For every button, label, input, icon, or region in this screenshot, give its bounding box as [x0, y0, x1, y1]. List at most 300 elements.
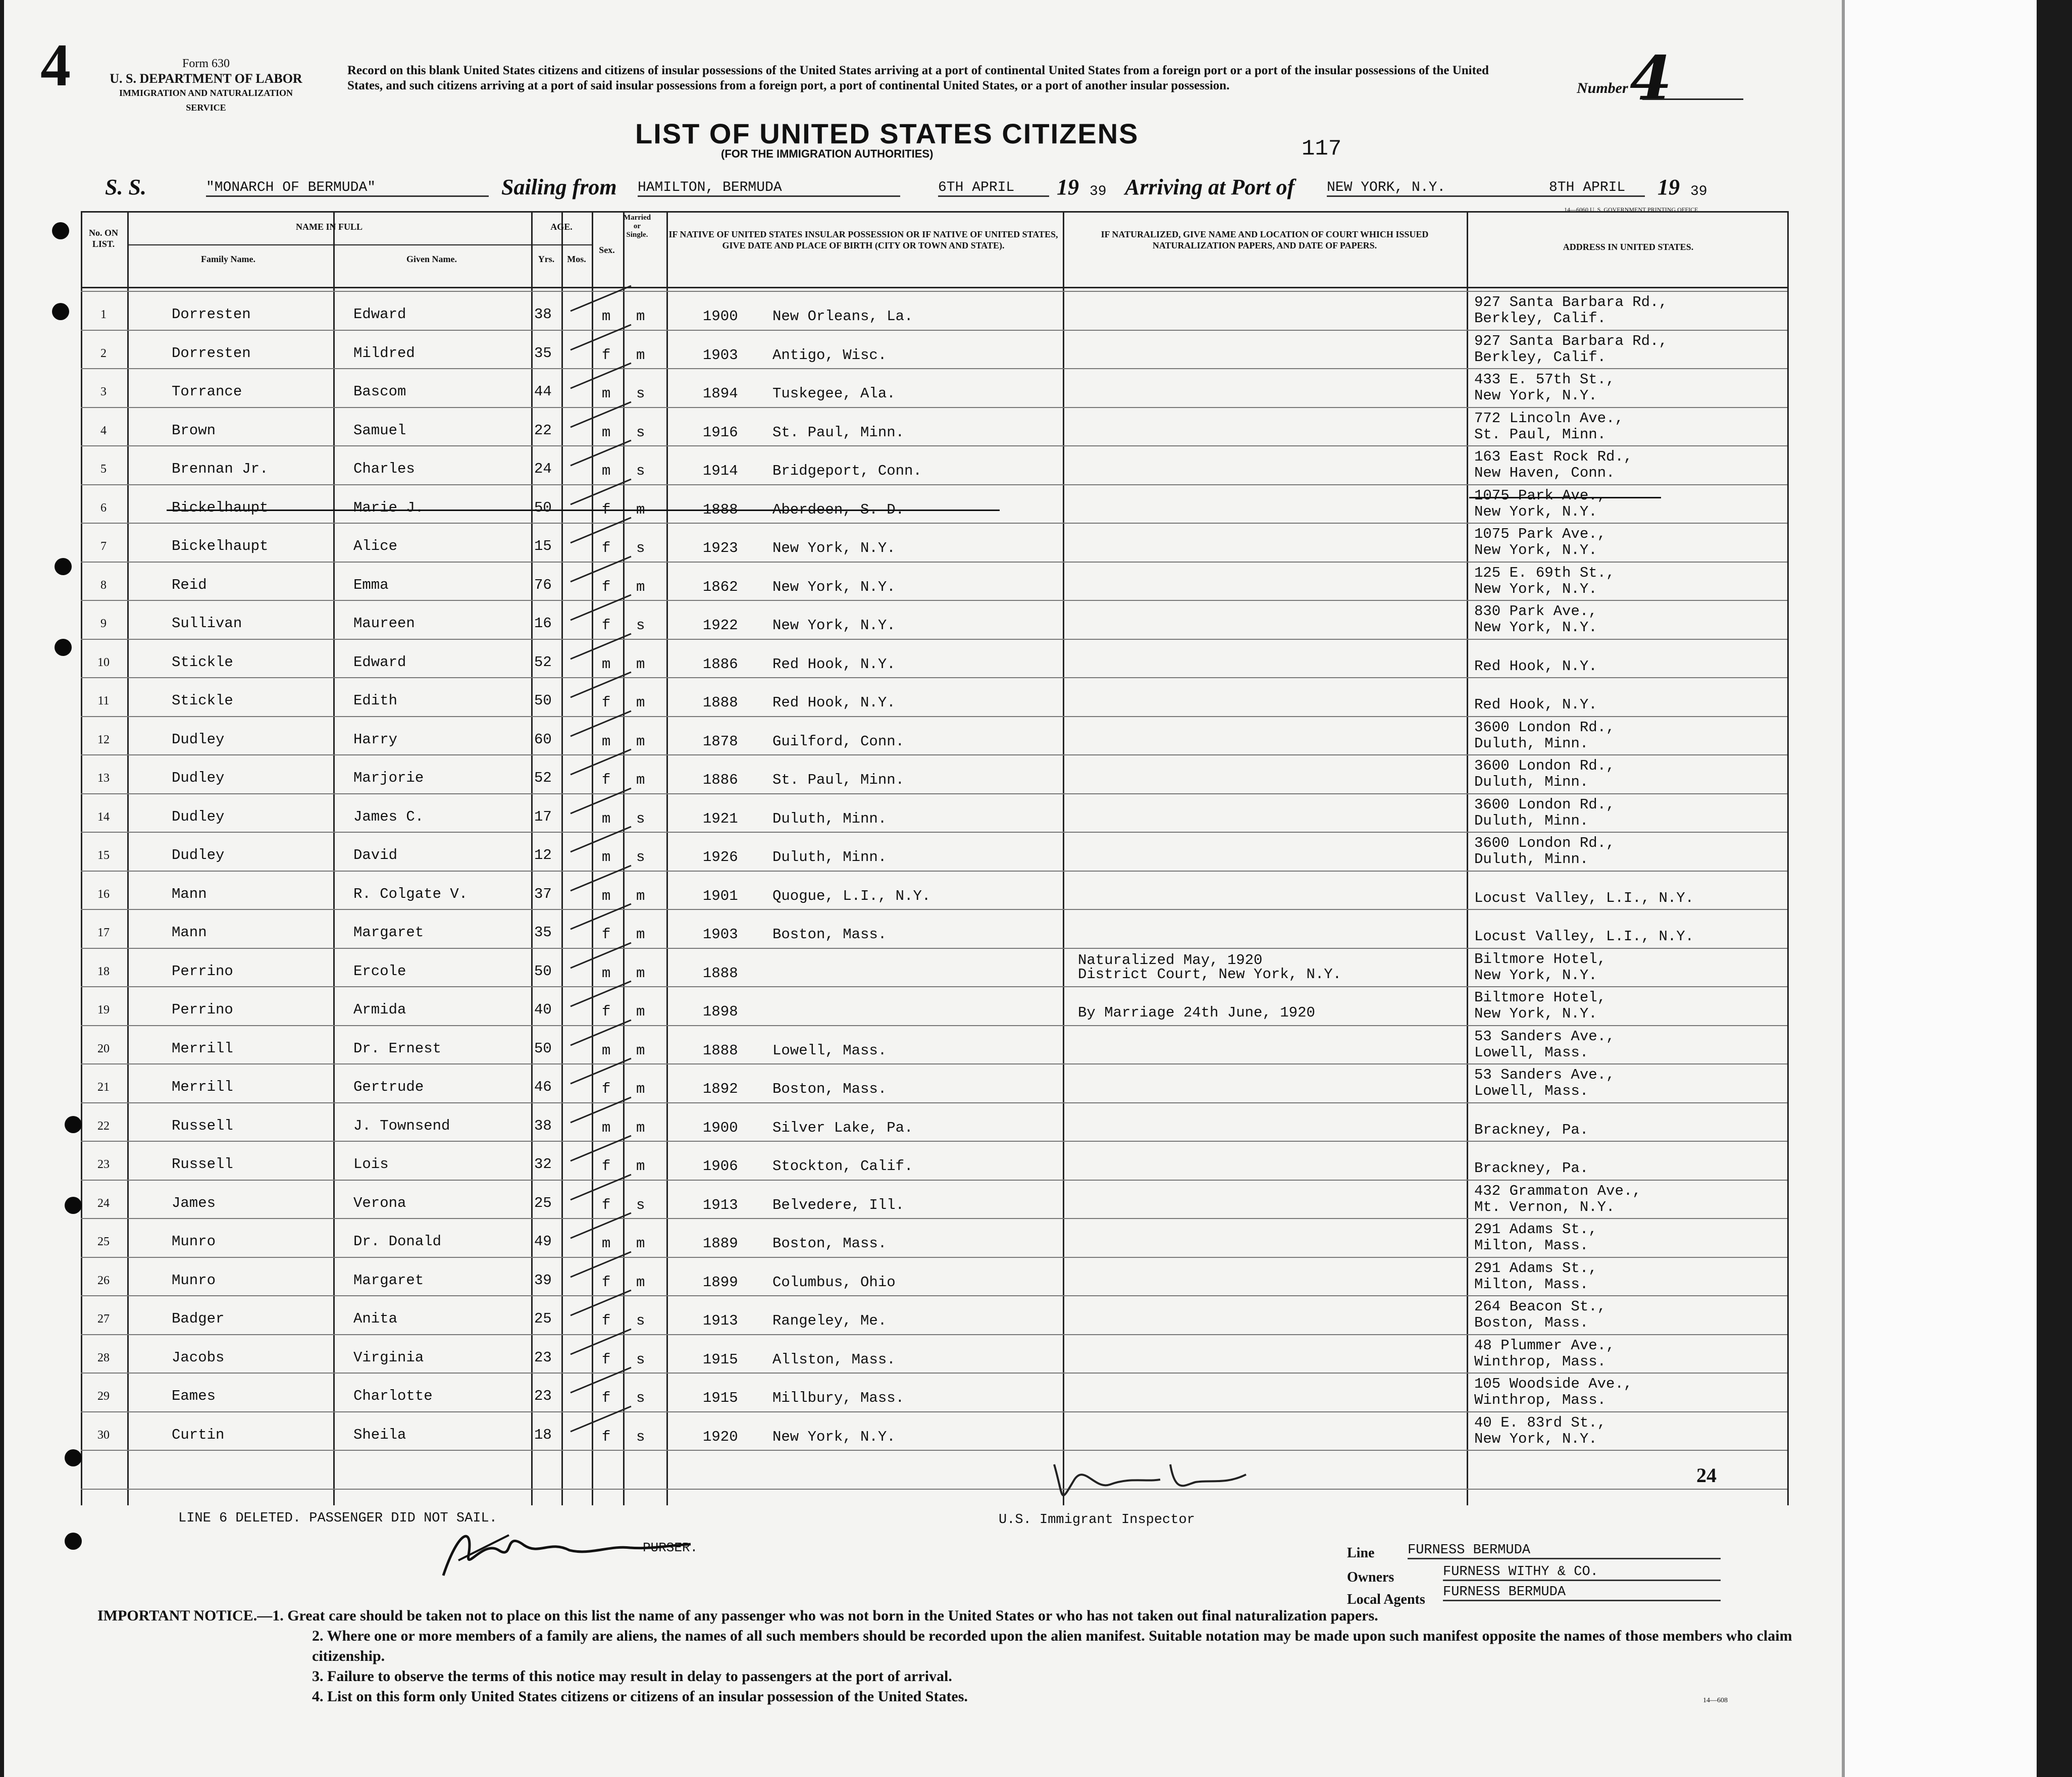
address-line-2: New York, N.Y. [1474, 619, 1597, 636]
age-years: 38 [534, 306, 552, 323]
address-line-2: Milton, Mass. [1474, 1237, 1589, 1254]
address-line-1: 163 East Rock Rd., [1474, 448, 1633, 465]
row-number: 8 [100, 578, 107, 592]
birth-year: 1899 [703, 1274, 738, 1291]
col-header-mos: Mos. [567, 254, 586, 264]
birth-year: 1903 [703, 346, 738, 364]
family-name: Bickelhaupt [172, 499, 269, 516]
sex: f [602, 694, 611, 711]
given-name: Armida [353, 1001, 406, 1018]
notice-item-3: 3. Failure to observe the terms of this notice may result in delay to passengers at the port of arrival. [312, 1668, 952, 1685]
punch-hole [65, 1116, 82, 1133]
check-mark-icon [565, 435, 636, 471]
family-name: Dudley [172, 770, 225, 786]
marital-status: s [636, 1351, 645, 1368]
family-name: Russell [172, 1156, 233, 1173]
sail-date: 6TH APRIL [938, 180, 1049, 197]
birth-place: New York, N.Y. [772, 578, 896, 595]
age-years: 60 [534, 731, 552, 748]
given-name: Bascom [353, 383, 406, 400]
birth-place: St. Paul, Minn. [772, 772, 905, 788]
address-line-1: 927 Santa Barbara Rd., [1474, 294, 1668, 311]
age-years: 38 [534, 1117, 552, 1134]
row-number: 7 [100, 540, 107, 553]
age-years: 49 [534, 1233, 552, 1250]
number-label: Number [1577, 80, 1628, 96]
number-underline [1642, 98, 1743, 100]
table-row [81, 291, 1787, 330]
check-mark-icon [565, 1053, 636, 1089]
address-line-2: Locust Valley, L.I., N.Y. [1474, 889, 1694, 906]
check-mark-icon [565, 976, 636, 1011]
col-header-naturalized: IF NATURALIZED, GIVE NAME AND LOCATION OF COURT WHICH ISSUED NATURALIZATION PAPERS, AND DATE OF PAPERS. [1101, 229, 1429, 250]
age-years: 15 [534, 538, 552, 554]
given-name: Verona [353, 1194, 406, 1211]
given-name: Marjorie [353, 770, 424, 786]
page-title: LIST OF UNITED STATES CITIZENS [635, 118, 1139, 149]
age-years: 16 [534, 615, 552, 632]
ss-label: S. S. [105, 175, 146, 199]
birth-year: 1888 [703, 964, 738, 982]
age-years: 25 [534, 1310, 552, 1327]
address-line-1: 53 Sanders Ave., [1474, 1067, 1615, 1083]
row-number: 17 [97, 926, 110, 939]
punch-hole [55, 558, 72, 575]
marital-status: m [636, 1158, 645, 1175]
sex: m [602, 887, 611, 904]
marital-status: m [636, 772, 645, 788]
address-line-2: Mt. Vernon, N.Y. [1474, 1198, 1615, 1215]
birth-year: 1920 [703, 1428, 738, 1445]
address-line-1: 264 Beacon St., [1474, 1298, 1607, 1315]
row-number: 3 [100, 385, 107, 398]
birth-year: 1903 [703, 926, 738, 943]
col-header-no: No. ON LIST. [89, 228, 118, 249]
family-name: Mann [172, 924, 207, 941]
col-header-yrs: Yrs. [538, 254, 555, 264]
birth-place: Boston, Mass. [772, 1235, 887, 1252]
sex: m [602, 308, 611, 325]
address-line-2: New York, N.Y. [1474, 542, 1597, 559]
row-number: 27 [97, 1312, 110, 1326]
given-name: Dr. Donald [353, 1233, 442, 1250]
row-number: 19 [97, 1003, 110, 1017]
owners-label: Owners [1347, 1569, 1394, 1585]
row-number: 2 [100, 346, 107, 360]
age-subheader-rule [531, 244, 592, 245]
birth-year: 1878 [703, 733, 738, 750]
family-name: Bickelhaupt [172, 538, 269, 554]
col-header-birth: IF NATIVE OF UNITED STATES INSULAR POSSESSION OR IF NATIVE OF UNITED STATES, GIVE DATE AND PLACE OF BIRTH (CITY OR TOWN AND STATE). [668, 229, 1058, 250]
birth-place: Aberdeen, S. D. [772, 501, 905, 518]
marital-status: m [636, 1119, 645, 1136]
given-name: Harry [353, 731, 398, 748]
address-line-1: 48 Plummer Ave., [1474, 1337, 1615, 1354]
row-rule [81, 1450, 1787, 1451]
col-header-age: AGE. [550, 222, 573, 232]
table-row [81, 1141, 1787, 1180]
age-years: 52 [534, 653, 552, 671]
address-line-1: 3600 London Rd., [1474, 719, 1615, 736]
sex: f [602, 1003, 611, 1020]
adjacent-page-edge [1842, 0, 2037, 1777]
table-row [81, 1063, 1787, 1102]
marital-status: s [636, 1428, 645, 1445]
address-line-2: Brackney, Pa. [1474, 1160, 1589, 1177]
birth-place: Boston, Mass. [772, 1081, 887, 1097]
birth-place: Silver Lake, Pa. [772, 1119, 913, 1136]
birth-place: Quogue, L.I., N.Y. [772, 887, 931, 904]
address-line-1: 432 Grammaton Ave., [1474, 1182, 1641, 1199]
marital-status: m [636, 1042, 645, 1059]
birth-place: Belvedere, Ill. [772, 1196, 905, 1213]
marital-status: m [636, 501, 645, 518]
marital-status: m [636, 926, 645, 943]
check-mark-icon [565, 551, 636, 587]
check-mark-icon [565, 590, 636, 625]
sex: f [602, 540, 611, 556]
table-row [81, 1334, 1787, 1373]
given-name: Margaret [353, 924, 424, 941]
birth-place: Stockton, Calif. [772, 1158, 913, 1175]
address-line-2: Boston, Mass. [1474, 1314, 1589, 1331]
check-mark-icon [565, 860, 636, 896]
given-name: Edward [353, 306, 406, 323]
punch-hole [65, 1449, 82, 1466]
given-name: Emma [353, 576, 389, 593]
birth-year: 1915 [703, 1390, 738, 1406]
address-line-2: New York, N.Y. [1474, 1005, 1597, 1022]
row-number: 29 [97, 1390, 110, 1403]
row-number: 22 [97, 1119, 110, 1133]
row-number: 26 [97, 1274, 110, 1287]
table-row [81, 1295, 1787, 1334]
age-years: 52 [534, 770, 552, 786]
row-number: 11 [97, 694, 110, 707]
arrive-date: 8TH APRIL [1549, 180, 1645, 197]
col-header-married: Married or Single. [623, 214, 651, 239]
list-number: 4 [1630, 43, 1672, 114]
given-name: J. Townsend [353, 1117, 450, 1134]
table-row [81, 1025, 1787, 1064]
given-name: R. Colgate V. [353, 885, 468, 902]
table-row [81, 1257, 1787, 1296]
family-name: Torrance [172, 383, 242, 400]
birth-year: 1923 [703, 540, 738, 556]
sex: f [602, 1312, 611, 1329]
col-header-sex: Sex. [599, 245, 615, 255]
notice-item-2: 2. Where one or more members of a family are aliens, the names of all such members should be recorded upon the alien manifest. Suitable notation may be made upon such manifest opposite the names of those members who claim citizenship. [312, 1628, 1792, 1664]
col-header-name: NAME IN FULL [295, 222, 362, 232]
birth-place: Duluth, Minn. [772, 849, 887, 866]
address-line-2: Lowell, Mass. [1474, 1083, 1589, 1099]
sex: m [602, 385, 611, 402]
address-line-2: Berkley, Calif. [1474, 310, 1607, 327]
address-line-2: Red Hook, N.Y. [1474, 657, 1597, 675]
marital-status: m [636, 1081, 645, 1097]
given-name: Samuel [353, 422, 406, 439]
sex: f [602, 617, 611, 634]
age-years: 50 [534, 692, 552, 709]
age-years: 76 [534, 576, 552, 593]
birth-year: 1900 [703, 1119, 738, 1136]
important-notice [97, 1606, 1799, 1707]
birth-year: 1889 [703, 1235, 738, 1252]
row-number: 23 [97, 1158, 110, 1171]
row-number: 24 [97, 1196, 110, 1210]
row-number: 6 [100, 501, 107, 515]
punch-hole [65, 1197, 82, 1214]
inspector-signature [1044, 1454, 1256, 1510]
name-subheader-rule [127, 244, 531, 245]
birth-place: St. Paul, Minn. [772, 424, 905, 441]
address-line-2: New York, N.Y. [1474, 1430, 1597, 1447]
sailing-from: HAMILTON, BERMUDA [638, 180, 900, 197]
table-row [81, 948, 1787, 987]
birth-year: 1888 [703, 501, 738, 518]
marital-status: s [636, 810, 645, 827]
marital-status: s [636, 617, 645, 634]
passenger-table [81, 211, 1787, 1505]
address-line-2: New York, N.Y. [1474, 503, 1597, 520]
row-number: 4 [100, 424, 107, 437]
given-name: Margaret [353, 1272, 424, 1289]
marital-status: m [636, 1235, 645, 1252]
row-number: 16 [97, 887, 110, 901]
address-line-2: New Haven, Conn. [1474, 465, 1615, 481]
check-mark-icon [565, 629, 636, 664]
column-rule [1787, 211, 1789, 1505]
age-years: 40 [534, 1001, 552, 1018]
row-number: 28 [97, 1351, 110, 1364]
age-years: 23 [534, 1388, 552, 1404]
sex: m [602, 424, 611, 441]
sail-year-prefix: 19 [1057, 175, 1079, 199]
address-line-1: 1075 Park Ave., [1474, 526, 1607, 542]
family-name: James [172, 1194, 216, 1211]
given-name: Lois [353, 1156, 389, 1173]
given-name: Edward [353, 653, 406, 671]
family-name: Reid [172, 576, 207, 593]
deleted-line-note: LINE 6 DELETED. PASSENGER DID NOT SAIL. [178, 1511, 497, 1526]
print-code: 14—6060 U. S. GOVERNMENT PRINTING OFFICE [1564, 206, 1698, 213]
arrive-year-prefix: 19 [1657, 175, 1680, 199]
sex: f [602, 1351, 611, 1368]
sex: f [602, 346, 611, 364]
table-row [81, 1180, 1787, 1218]
manifest-page [4, 0, 1842, 1777]
handwritten-corner-mark: 4 [40, 31, 71, 98]
family-name: Dorresten [172, 344, 251, 362]
form-instructions: Record on this blank United States citizens and citizens of insular possessions of the United States arriving at a port of continental United States from a foreign port or a port of the insular possessions of the United States, and such citizens arriving at a port of said insular possessions from a foreign port, a port of continental United States, or a port of another insular possession. [347, 64, 1489, 92]
given-name: David [353, 847, 398, 864]
address-line-2: Milton, Mass. [1474, 1276, 1589, 1293]
check-mark-icon [565, 1208, 636, 1243]
birth-year: 1892 [703, 1081, 738, 1097]
age-years: 22 [534, 422, 552, 439]
col-header-given: Given Name. [406, 254, 457, 264]
address-line-2: Winthrop, Mass. [1474, 1392, 1607, 1408]
address-line-1: 40 E. 83rd St., [1474, 1414, 1607, 1431]
birth-place: Red Hook, N.Y. [772, 655, 896, 673]
family-name: Sullivan [172, 615, 242, 632]
birth-year: 1901 [703, 887, 738, 904]
department-name: U. S. DEPARTMENT OF LABOR [110, 71, 302, 86]
birth-place: Bridgeport, Conn. [772, 463, 922, 479]
family-name: Mann [172, 885, 207, 902]
check-mark-icon [565, 1131, 636, 1166]
row-rule [81, 1489, 1787, 1490]
arriving-label: Arriving at Port of [1125, 175, 1295, 199]
marital-status: m [636, 1274, 645, 1291]
given-name: Alice [353, 538, 398, 554]
birth-year: 1916 [703, 424, 738, 441]
age-years: 50 [534, 1040, 552, 1057]
row-number: 30 [97, 1428, 110, 1442]
marital-status: s [636, 463, 645, 479]
check-mark-icon [565, 783, 636, 819]
page-total: 24 [1696, 1464, 1717, 1487]
check-mark-icon [565, 1015, 636, 1050]
marital-status: s [636, 385, 645, 402]
table-top-rule [81, 211, 1787, 213]
birth-place: Duluth, Minn. [772, 810, 887, 827]
sex: f [602, 1390, 611, 1406]
address-line-1: 291 Adams St., [1474, 1259, 1597, 1277]
check-mark-icon [565, 320, 636, 355]
given-name: Gertrude [353, 1079, 424, 1095]
birth-year: 1914 [703, 463, 738, 479]
col-header-address: ADDRESS IN UNITED STATES. [1563, 242, 1694, 252]
address-line-2: Red Hook, N.Y. [1474, 696, 1597, 713]
notice-heading: IMPORTANT NOTICE.—1. [97, 1607, 284, 1624]
inspector-label: U.S. Immigrant Inspector [999, 1512, 1195, 1528]
marital-status: m [636, 346, 645, 364]
age-years: 18 [534, 1426, 552, 1443]
age-years: 50 [534, 499, 552, 516]
naturalization-line-1: Naturalized May, 1920 [1078, 951, 1263, 969]
given-name: Ercole [353, 962, 406, 980]
sex: f [602, 501, 611, 518]
given-name: Edith [353, 692, 398, 709]
family-name: Badger [172, 1310, 225, 1327]
check-mark-icon [565, 667, 636, 702]
birth-place: Lowell, Mass. [772, 1042, 887, 1059]
punch-hole [52, 222, 69, 239]
sex: f [602, 1428, 611, 1445]
table-row [81, 986, 1787, 1025]
given-name: Anita [353, 1310, 398, 1327]
address-line-1: 927 Santa Barbara Rd., [1474, 332, 1668, 349]
birth-place: Antigo, Wisc. [772, 346, 887, 364]
given-name: Sheila [353, 1426, 406, 1443]
table-row [81, 639, 1787, 678]
age-years: 35 [534, 924, 552, 941]
notice-item-1: Great care should be taken not to place on this list the name of any passenger who was not born in the United States or who has not taken out final naturalization papers. [287, 1607, 1378, 1624]
table-row [81, 716, 1787, 755]
birth-place: New York, N.Y. [772, 540, 896, 556]
check-mark-icon [565, 281, 636, 316]
birth-year: 1886 [703, 772, 738, 788]
table-row [81, 445, 1787, 484]
age-years: 46 [534, 1079, 552, 1095]
birth-place: New Orleans, La. [772, 308, 913, 325]
marital-status: m [636, 578, 645, 595]
given-name: Virginia [353, 1349, 424, 1366]
table-row [81, 600, 1787, 639]
check-mark-icon [565, 822, 636, 857]
check-mark-icon [565, 744, 636, 780]
address-line-2: Locust Valley, L.I., N.Y. [1474, 928, 1694, 945]
address-line-2: Duluth, Minn. [1474, 774, 1589, 790]
marital-status: m [636, 308, 645, 325]
check-mark-icon [565, 1285, 636, 1321]
sex: m [602, 463, 611, 479]
birth-year: 1886 [703, 655, 738, 673]
ship-name: "MONARCH OF BERMUDA" [206, 180, 489, 197]
line-value: FURNESS BERMUDA [1408, 1543, 1721, 1559]
table-row [81, 368, 1787, 407]
check-mark-icon [565, 1324, 636, 1359]
birth-place: New York, N.Y. [772, 617, 896, 634]
agents-value: FURNESS BERMUDA [1443, 1585, 1721, 1601]
birth-year: 1862 [703, 578, 738, 595]
check-mark-icon [565, 899, 636, 934]
marital-status: m [636, 733, 645, 750]
sex: m [602, 810, 611, 827]
marital-status: s [636, 1196, 645, 1213]
row-number: 1 [100, 308, 107, 321]
family-name: Russell [172, 1117, 233, 1134]
check-mark-icon [565, 397, 636, 432]
birth-year: 1915 [703, 1351, 738, 1368]
marital-status: s [636, 424, 645, 441]
sex: f [602, 926, 611, 943]
punch-hole [55, 639, 72, 656]
address-line-2: New York, N.Y. [1474, 580, 1597, 597]
family-name: Brown [172, 422, 216, 439]
family-name: Merrill [172, 1040, 233, 1057]
row-number: 15 [97, 849, 110, 862]
address-line-1: 772 Lincoln Ave., [1474, 410, 1624, 427]
address-line-1: 830 Park Ave., [1474, 603, 1597, 620]
given-name: Maureen [353, 615, 415, 632]
table-row [81, 871, 1787, 909]
row-number: 12 [97, 733, 110, 746]
address-line-2: Lowell, Mass. [1474, 1044, 1589, 1061]
family-name: Stickle [172, 653, 233, 671]
age-years: 25 [534, 1194, 552, 1211]
address-line-2: New York, N.Y. [1474, 387, 1597, 404]
birth-year: 1888 [703, 694, 738, 711]
address-line-2: Duluth, Minn. [1474, 851, 1589, 868]
birth-year: 1894 [703, 385, 738, 402]
family-name: Perrino [172, 962, 233, 980]
check-mark-icon [565, 938, 636, 973]
marital-status: s [636, 1312, 645, 1329]
sex: f [602, 1158, 611, 1175]
family-name: Jacobs [172, 1349, 225, 1366]
birth-year: 1922 [703, 617, 738, 634]
marital-status: s [636, 540, 645, 556]
family-name: Curtin [172, 1426, 225, 1443]
sex: f [602, 1196, 611, 1213]
marital-status: m [636, 694, 645, 711]
sex: m [602, 849, 611, 866]
sex: m [602, 1235, 611, 1252]
given-name: Mildred [353, 344, 415, 362]
marital-status: m [636, 887, 645, 904]
